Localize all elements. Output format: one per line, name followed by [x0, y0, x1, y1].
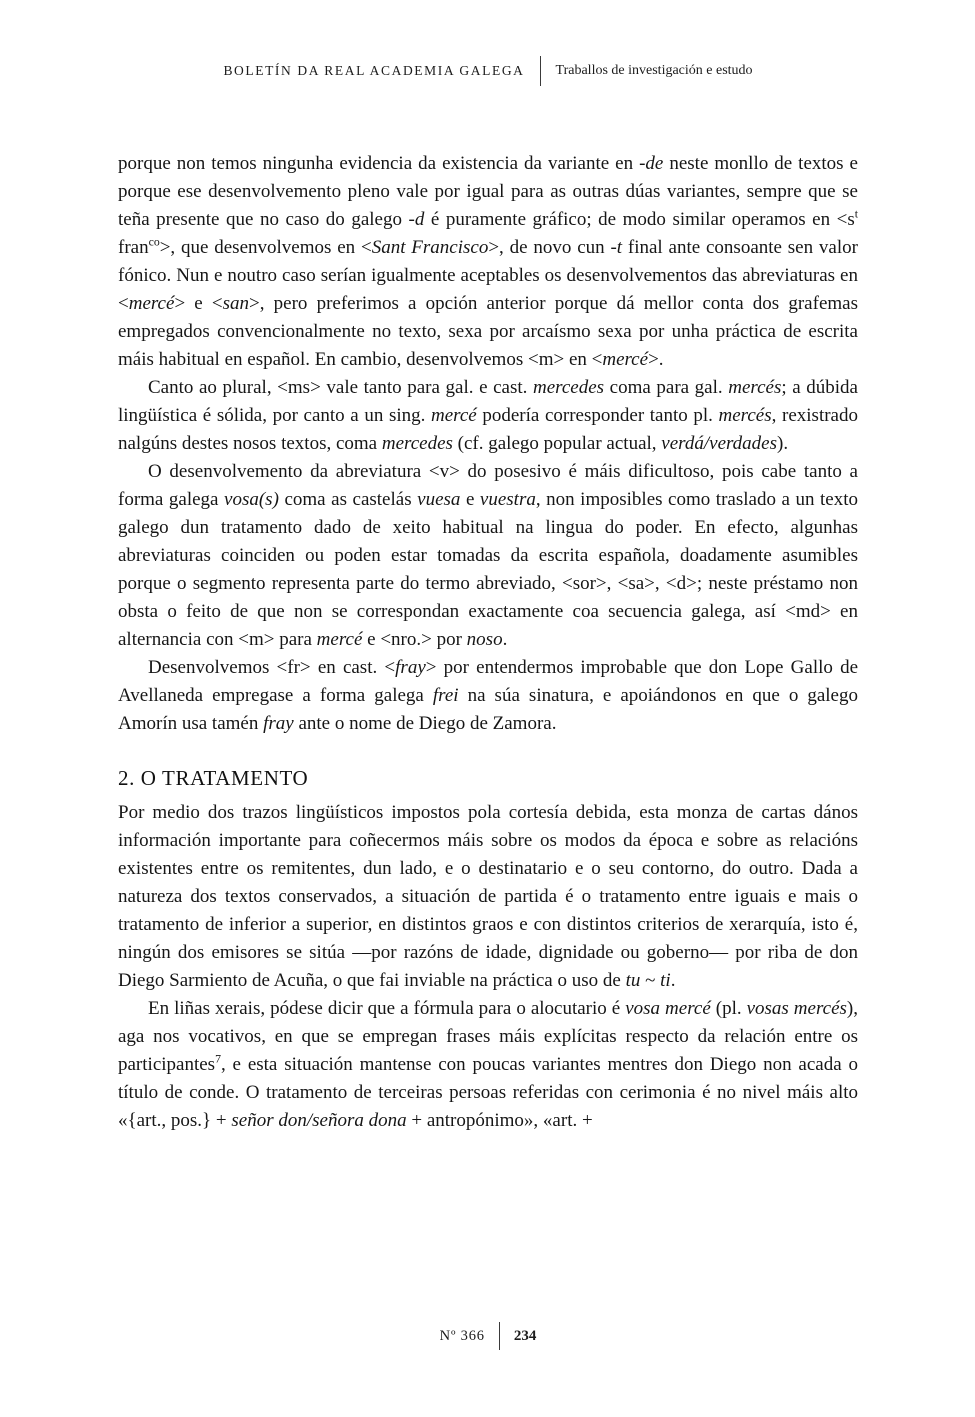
section-heading: 2. O TRATAMENTO	[118, 766, 309, 790]
page-footer	[118, 1322, 858, 1350]
article-text	[118, 150, 858, 1135]
page-number: 234	[513, 1327, 537, 1344]
article-body	[118, 150, 858, 1135]
paragraph: porque non temos ningunha evidencia da existencia da variante en -de neste monllo de textos e porque ese desenvolvemento pleno vale por igual para as outras dúas variantes, sempre que se teña presente que no caso do galego -d é puramente gráfico; de modo similar operamos en $<s^t$ fran$^{co}$>, que desenvolvemos en <Sant Francisco>, de novo cun -t final ante consoante sen valor fónico. Nun e noutro caso serían igualmente aceptables os desenvolvementos das abreviaturas en <mercé> e <san>, pero preferimos a opción anterior porque dá mellor conta dos grafemas empregados convencionalmente no texto, sexa por arcaísmo sexa por unha práctica de escrita máis habitual en español. En cambio, desenvolvemos <m> en <mercé>.	[118, 153, 858, 370]
paragraph: En liñas xerais, pódese dicir que a fórmula para o alocutario é vosa mercé (pl. vosas mercés), aga nos vocativos, en que se empregan frases máis explícitas respecto da relación entre os participantes$^7$, e esta situación mantense con poucas variantes mentres don Diego non acada o título de conde. O tratamento de terceiras persoas referidas con cerimonia é no nivel máis alto «{art., pos.} + señor don/señora dona + antropónimo», «art. +	[118, 998, 858, 1131]
paragraph: Por medio dos trazos lingüísticos impostos pola cortesía debida, esta monza de cartas dános información importante para coñecermos máis sobre os modos da época e sobre as relacións existentes entre os remitentes, dun lado, e o destinatario e o seu contorno, do outro. Dada a natureza dos textos conservados, a situación de partida é o tratamento entre iguais e mais o tratamento de inferior a superior, en distintos graos e con distintos criterios de xerarquía, isto é, ningún dos emisores se sitúa —por razóns de idade, dignidade ou goberno— por riba de don Diego Sarmiento de Acuña, o que fai inviable na práctica o uso de tu ~ ti.	[118, 802, 858, 991]
paragraph: Desenvolvemos <fr> en cast. <fray> por entendermos improbable que don Lope Gallo de Avellaneda empregase a forma galega frei na súa sinatura, e apoiándonos en que o galego Amorín usa tamén fray ante o nome de Diego de Zamora.	[118, 657, 858, 734]
issue-number: Nº 366	[439, 1327, 485, 1344]
header-section-title: Traballos de investigación e estudo	[555, 63, 753, 78]
page-header	[118, 56, 858, 86]
footer-divider	[499, 1322, 500, 1350]
journal-title: BOLETÍN DA REAL ACADEMIA GALEGA	[223, 63, 525, 78]
paragraph: Canto ao plural, <ms> vale tanto para gal. e cast. mercedes coma para gal. mercés; a dúbida lingüística é sólida, por canto a un sing. mercé podería corresponder tanto pl. mercés, rexistrado nalgúns destes nosos textos, coma mercedes (cf. galego popular actual, verdá/verdades).	[118, 377, 858, 454]
header-divider	[540, 56, 541, 86]
paragraph: O desenvolvemento da abreviatura <v> do posesivo é máis dificultoso, pois cabe tanto a forma galega vosa(s) coma as castelás vuesa e vuestra, non imposibles como traslado a un texto galego dun tratamento dado de xeito habitual na lingua do poder. En efecto, algunhas abreviaturas coinciden ou poden estar tomadas da escrita española, doadamente asumibles porque o segmento representa parte do termo abreviado, <sor>, <sa>, <d>; neste préstamo non obsta o feito de que non se correspondan exactamente coa secuencia galega, así <md> en alternancia con <m> para mercé e <nro.> por noso.	[118, 461, 858, 650]
